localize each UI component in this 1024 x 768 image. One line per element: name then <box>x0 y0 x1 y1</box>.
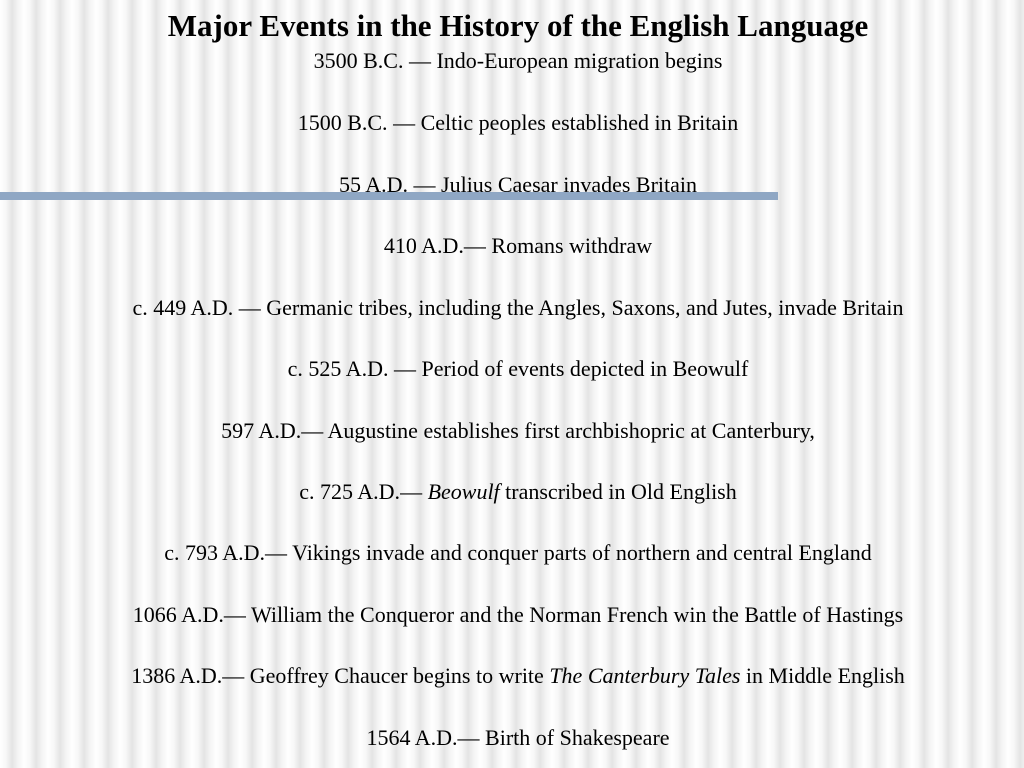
slide-title: Major Events in the History of the English Language <box>167 8 869 43</box>
event-item <box>0 356 1024 382</box>
event-text: Augustine establishes first archbishopric at Canterbury, <box>327 418 815 443</box>
event-text-after: in Middle English <box>740 663 905 688</box>
event-date: c. 525 A.D. <box>287 356 389 381</box>
event-text-after: transcribed in Old English <box>499 479 737 504</box>
event-text: Vikings invade and conquer parts of northern and central England <box>292 540 872 565</box>
event-separator: — <box>457 725 486 750</box>
event-text: Indo-European migration begins <box>436 48 723 73</box>
event-date: 55 A.D. <box>338 172 409 197</box>
event-date: c. 793 A.D. <box>164 540 266 565</box>
event-text: Birth of Shakespeare <box>485 725 670 750</box>
event-item <box>0 602 1024 628</box>
event-text: Geoffrey Chaucer begins to write <box>249 663 550 688</box>
event-date: 1386 A.D. <box>131 663 223 688</box>
event-item <box>0 540 1024 566</box>
event-separator: — <box>463 233 492 258</box>
event-item <box>0 48 1024 74</box>
event-text: Julius Caesar invades Britain <box>441 172 698 197</box>
event-separator: — <box>301 418 328 443</box>
event-item <box>0 110 1024 136</box>
event-text: Romans withdraw <box>491 233 653 258</box>
event-date: 1564 A.D. <box>366 725 458 750</box>
event-item <box>0 479 1024 505</box>
event-separator: — <box>388 356 422 381</box>
event-separator: — <box>222 663 250 688</box>
event-text: Germanic tribes, including the Angles, Saxons, and Jutes, invade Britain <box>266 295 904 320</box>
event-text: Period of events depicted in Beowulf <box>421 356 749 381</box>
event-italic-title: Beowulf <box>427 479 500 504</box>
event-separator: — <box>387 110 421 135</box>
event-separator: — <box>400 479 428 504</box>
event-date: 3500 B.C. <box>313 48 404 73</box>
event-separator: — <box>408 172 442 197</box>
event-date: 597 A.D. <box>221 418 302 443</box>
event-text: William the Conqueror and the Norman French win the Battle of Hastings <box>250 602 904 627</box>
event-separator: — <box>223 602 251 627</box>
event-item <box>0 172 1024 198</box>
event-separator: — <box>233 295 267 320</box>
event-date: c. 449 A.D. <box>132 295 234 320</box>
event-item <box>0 233 1024 259</box>
event-item <box>0 663 1024 689</box>
event-item <box>0 725 1024 751</box>
event-separator: — <box>265 540 293 565</box>
event-italic-title: The Canterbury Tales <box>549 663 741 688</box>
event-date: c. 725 A.D. <box>299 479 401 504</box>
event-date: 410 A.D. <box>383 233 464 258</box>
event-text: Celtic peoples established in Britain <box>420 110 739 135</box>
event-item <box>0 418 1024 444</box>
event-date: 1500 B.C. <box>297 110 388 135</box>
event-separator: — <box>403 48 437 73</box>
event-item <box>0 295 1024 321</box>
event-date: 1066 A.D. <box>132 602 224 627</box>
